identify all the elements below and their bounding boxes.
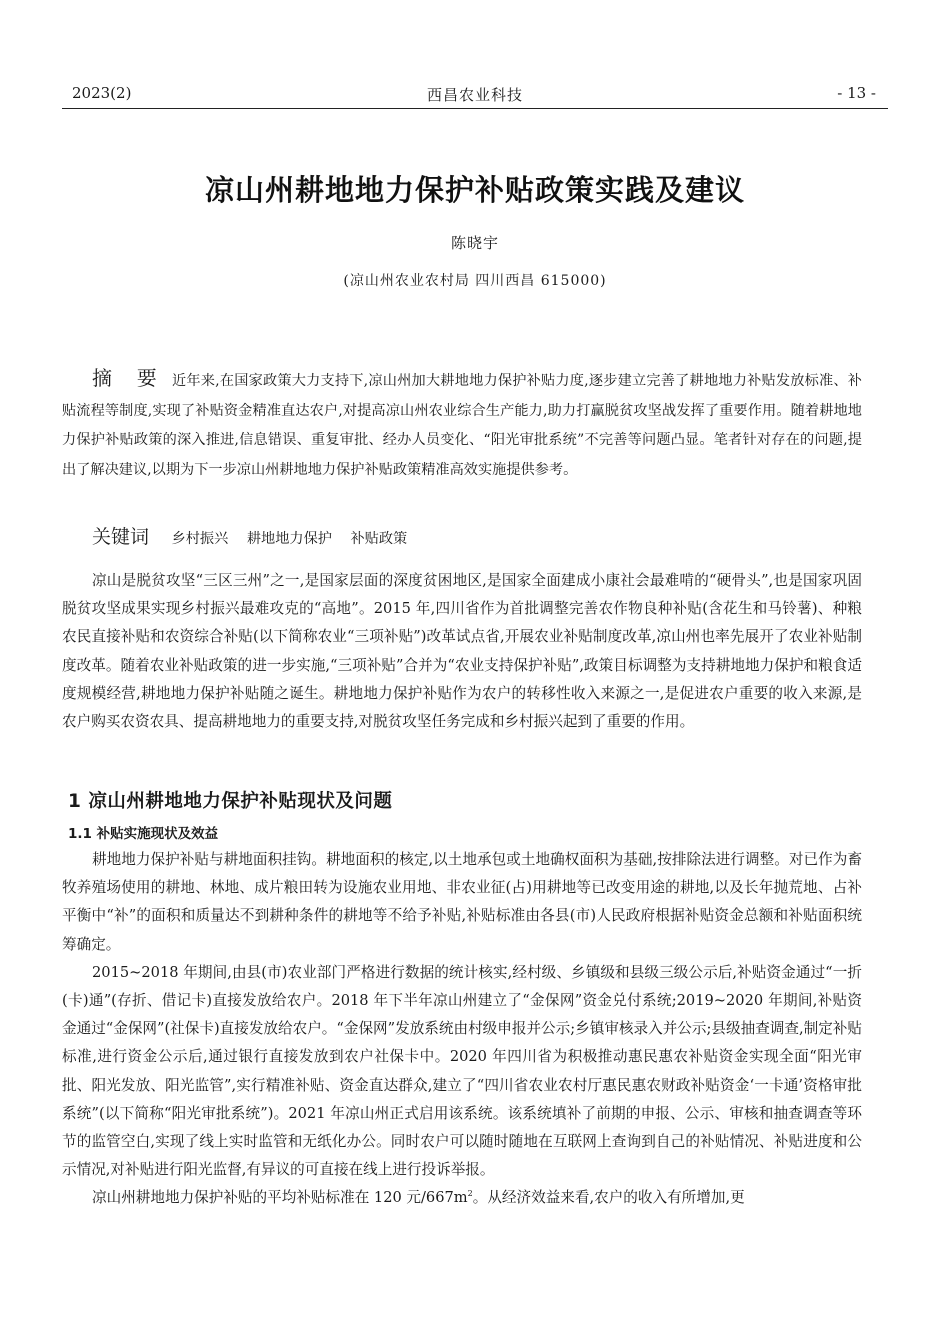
running-header [62,82,888,109]
author-name: 陈晓宇 [450,234,499,252]
paragraph-text: 。从经济效益来看,农户的收入有所增加,更 [472,1189,745,1207]
section-heading: 1 凉山州耕地地力保护补贴现状及问题 [68,791,393,812]
body-paragraph: 凉山是脱贫攻坚“三区三州”之一,是国家层面的深度贫困地区,是国家全面建成小康社会最难啃的“硬骨头”,也是国家巩固脱贫攻坚成果实现乡村振兴最难攻克的“高地”。2015 年,四川省作为首批调整完善农作物良种补贴(含花生和马铃薯)、种粮农民直接补贴和农资综合补贴(以下简称农业“三项补贴”)改革试点省,开展农业补贴制度改革,凉山州也率先展开了农业补贴制度改革。随着农业补贴政策的进一步实施,“三项补贴”合并为“农业支持保护补贴”,政策目标调整为支持耕地地力保护和粮食适度规模经营,耕地地力保护补贴随之诞生。耕地地力保护补贴作为农户的转移性收入来源之一,是促进农户重要的收入来源,是农户购买农资农具、提高耕地地力的重要支持,对脱贫攻坚任务完成和乡村振兴起到了重要的作用。 [62,572,862,731]
journal-name: 西昌农业科技 [426,86,523,104]
body-paragraph: 2015~2018 年期间,由县(市)农业部门严格进行数据的统计核实,经村级、乡镇级和县级三级公示后,补贴资金通过“一折(卡)通”(存折、借记卡)直接发放给农户。2018 年下半年凉山州建立了“金保网”资金兑付系统;2019~2020 年期间,补贴资金通过“金保网”(社保卡)直接发放给农户。“金保网”发放系统由村级申报并公示;乡镇审核录入并公示;县级抽查调查,制定补贴标准,进行资金公示后,通过银行直接发放到农户社保卡中。2020 年四川省为积极推动惠民惠农补贴资金实现全面“阳光审批、阳光发放、阳光监管”,实行精准补贴、资金直达群众,建立了“四川省农业农村厅惠民惠农财政补贴资金‘一卡通’资格审批系统”(以下简称“阳光审批系统”)。2021 年凉山州正式启用该系统。该系统填补了前期的申报、公示、审核和抽查调查等环节的监管空白,实现了线上实时监管和无纸化办公。同时农户可以随时随地在互联网上查询到自己的补贴情况、补贴进度和公示情况,对补贴进行阳光监督,有异议的可直接在线上进行投诉举报。 [62,963,862,1179]
superscript: 2 [467,1189,473,1199]
article-title: 凉山州耕地地力保护补贴政策实践及建议 [204,173,745,207]
keyword-item: 补贴政策 [350,531,408,547]
keywords-label: 关键词 [92,526,150,548]
keyword-item: 乡村振兴 [171,531,229,547]
body-paragraph: 耕地地力保护补贴与耕地面积挂钩。耕地面积的核定,以土地承包或土地确权面积为基础,按排除法进行调整。对已作为畜牧养殖场使用的耕地、林地、成片粮田转为设施农业用地、非农业征(占)用耕地等已改变用途的耕地,以及长年抛荒地、占补平衡中“补”的面积和质量达不到耕种条件的耕地等不给予补贴,补贴标准由各县(市)人民政府根据补贴资金总额和补贴面积统筹确定。 [62,851,862,953]
abstract-block [62,364,862,485]
abstract-text: 近年来,在国家政策大力支持下,凉山州加大耕地地力保护补贴力度,逐步建立完善了耕地地力补贴发放标准、补贴流程等制度,实现了补贴资金精准直达农户,对提高凉山州农业综合生产能力,助力打赢脱贫攻坚战发挥了重要作用。随着耕地地力保护补贴政策的深入推进,信息错误、重复审批、经办人员变化、“阳光审批系统”不完善等问题凸显。笔者针对存在的问题,提出了解决建议,以期为下一步凉山州耕地地力保护补贴政策精准高效实施提供参考。 [62,373,862,478]
page-number: - 13 - [837,84,876,102]
introduction [62,567,862,736]
keyword-item: 耕地地力保护 [246,531,332,547]
issue-number: 2023(2) [72,84,132,102]
keywords-block [92,523,862,553]
author-affiliation: (凉山州农业农村局 四川西昌 615000) [343,273,607,289]
abstract-label: 摘 要 [92,366,166,390]
paragraph-text: 凉山州耕地地力保护补贴的平均补贴标准在 120 元/667m [92,1189,468,1207]
section-1-1-body [62,846,862,1213]
subsection-heading: 1.1 补贴实施现状及效益 [68,826,219,842]
body-paragraph [62,1184,862,1212]
